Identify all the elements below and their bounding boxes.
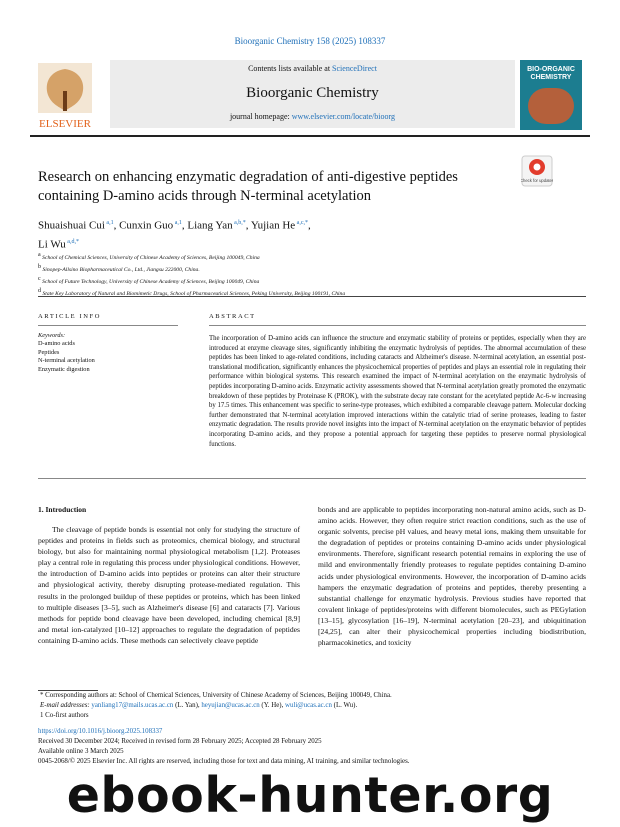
affiliation: $^c$ School of Future Technology, University of Chinese Academy of Sciences, Beijing 100049, China [38, 275, 260, 285]
affiliation: $^d$ State Key Laboratory of Natural and Biomimetic Drugs, School of Pharmaceutical Sciences, Peking University, Beijing 100191, China [38, 287, 346, 297]
author-affiliation-marker[interactable]: a,b,* [232, 220, 246, 226]
divider [209, 325, 586, 326]
keyword: Enzymatic digestion [38, 365, 90, 373]
cofirst-note: 1 Co-first authors [40, 712, 89, 719]
author-name[interactable]: Cunxin Guo [119, 219, 174, 232]
contents-available: Contents lists available at ScienceDirect [248, 64, 377, 73]
journal-cover-image [520, 60, 582, 130]
check-for-updates-badge[interactable] [521, 155, 553, 187]
cover-title: BIO-ORGANIC CHEMISTRY [527, 66, 575, 81]
body-column-left [38, 524, 300, 646]
watermark: ebook-hunter.org [66, 767, 554, 824]
journal-banner [110, 60, 515, 128]
online-date: Available online 3 March 2025 [38, 748, 124, 755]
check-updates-icon [521, 155, 553, 187]
keyword: N-terminal acetylation [38, 357, 95, 365]
article-info-heading: ARTICLE INFO [38, 313, 102, 320]
paragraph: The cleavage of peptide bonds is essential not only for studying the structure of peptides and proteins in fields such as proteomics, chemical biology, and structural biology, but also for maintaining normal physiological metabolism [1,2]. Proteases play a central role in regulating this process under physiological conditions. However, the introduction of D-amino acids into peptides or proteins can alter their structure and physiological activity, thereby disrupting protease-mediated regulation. This results in the prolonged buildup of these peptides or proteins, which has been linked to multiple diseases [3–5], such as Alzheimer's disease [6] and cataracts [7]. Various methods for peptide bond cleavage have been developed, including chemical [8,9] and metal ion-catalyzed [10–12] approaches to regulate the degradation of peptides containing D-amino acids. These methods can selectively cleave peptide [38, 525, 300, 645]
homepage-link[interactable]: www.elsevier.com/locate/bioorg [291, 112, 396, 121]
doi-link[interactable]: https://doi.org/10.1016/j.bioorg.2025.108337 [38, 728, 163, 735]
author-affiliation-marker[interactable]: a,d,* [65, 238, 79, 245]
journal-citation[interactable]: Bioorganic Chemistry 158 (2025) 108337 [234, 36, 386, 46]
abstract-text: The incorporation of D-amino acids can influence the structure and enzymatic stability of proteins or peptides, especially when they are introduced at enzyme cleavage sites, significantly inhibiting the enzymatic hydrolysis of peptides. The abnormal accumulation of these peptides has been linked to age-related conditions, including cataracts and Alzheimer's disease. N-terminal acetylation, an essential post-translational modification, significantly enhances the physicochemical properties of peptides and plays an essential role in regulating their performance within biological systems. This research examined the impact of N-terminal acetylation on the enzymatic hydrolysis of peptides incorporating D-amino acids. Enzymatic activity assessments showed that N-terminal acetylation greatly promoted the enzymatic breakdown of these peptides by Proteinase K (PROK), with the substrate decay rate constant for the acetylated peptide Ac-6-w increasing by 17.5 times. This enhancement was specific to serine-type proteases, which exhibited a comparable cleavage pattern. Molecular docking further demonstrated that N-terminal acetylation improved interactions within the catalytic triad of serine proteases, leading to faster enzymatic degradation. The results provide novel insights into the impact of N-terminal acetylation on the enzymatic behavior of peptides incorporating D-amino acids, and they propose a potential approach for targeting these peptides to preserve normal physiological functions. [209, 335, 586, 448]
article-title: Research on enhancing enzymatic degradation of anti-digestive peptides containing D-amino acids through N-terminal acetylation [38, 169, 458, 204]
email-link[interactable]: wuli@ucas.ac.cn [285, 702, 332, 709]
copyright: 0045-2068/© 2025 Elsevier Inc. All rights are reserved, including those for text and data mining, AI training, and similar technologies. [38, 758, 410, 765]
divider [38, 325, 178, 326]
corresponding-note: * Corresponding authors at: School of Chemical Sciences, University of Chinese Academy of Sciences, Beijing 100049, China. [40, 692, 392, 699]
received-dates: Received 30 December 2024; Received in revised form 28 February 2025; Accepted 28 February 2025 [38, 738, 322, 745]
keywords-label: Keywords: [38, 332, 66, 339]
svg-text:ELSEVIER: ELSEVIER [39, 118, 91, 130]
divider [38, 478, 586, 479]
body-column-right [318, 504, 586, 648]
author-name[interactable]: Shuaishuai Cui [38, 219, 105, 232]
divider [38, 296, 586, 297]
sciencedirect-link[interactable]: ScienceDirect [332, 64, 377, 73]
keyword: D-amino acids [38, 340, 75, 348]
email-link[interactable]: heyujian@ucas.ac.cn [201, 702, 260, 709]
author-affiliation-marker[interactable]: a,1 [104, 220, 114, 226]
author-name[interactable]: Liang Yan [187, 219, 233, 232]
abstract-heading: ABSTRACT [209, 313, 256, 320]
publication-info [38, 727, 586, 767]
journal-name: Bioorganic Chemistry [246, 85, 379, 101]
keywords-block [38, 332, 188, 374]
affiliations [38, 251, 578, 298]
email-link[interactable]: yanliang17@mails.ucas.ac.cn [91, 702, 174, 709]
footnotes [40, 689, 588, 721]
author-name[interactable]: Yujian He [250, 219, 296, 232]
keyword: Peptides [38, 348, 60, 356]
email-addresses: E-mail addresses: yanliang17@mails.ucas.ac.cn (L. Yan), heyujian@ucas.ac.cn (Y. He), wuli@ucas.ac.cn (L. Wu). [40, 702, 358, 709]
svg-text:Check for updates: Check for updates [521, 178, 553, 183]
author-name[interactable]: Li Wu [38, 238, 66, 251]
paragraph: bonds and are applicable to peptides incorporating non-natural amino acids, such as D-amino acids. However, they often require strict reaction conditions, such as the use of organic solvents, precise pH values, and heavy metal ions, making them unsuitable for the degradation of peptides or proteins containing D-amino acids under physiological environments. Therefore, significant research potential remains in exploring the use of mild and environmentally friendly proteases to regulate peptides containing D-amino acids under physiological environments. However, the incorporation of D-amino acids hampers the enzymatic degradation of proteins and peptides, thereby presenting a substantial challenge for enzymatic hydrolysis. Previous studies have reported that covalent linkage of peptides/proteins with different biomolecules, such as PEGylation [13–15], glycosylation [16–19], N-terminal acetylation [20–23], and ubiquitination [24,25], can alter their physicochemical properties including biodistribution, pharmacokinetics, and toxicity [318, 505, 586, 648]
author-list: Shuaishuai Cui $^{a,1}$, Cunxin Guo $^{a,1}$, Liang Yan $^{a,b,*}$, Yujian He $^{a,c,*}$, Li Wu $^{a,d,*}$ [38, 219, 311, 251]
header-divider [30, 135, 590, 137]
affiliation: $^b$ Sinopep-Allsino Biopharmaceutical Co., Ltd., Jiangsu 222000, China. [38, 263, 200, 273]
author-affiliation-marker[interactable]: a,c,* [295, 220, 308, 226]
affiliation: $^a$ School of Chemical Sciences, University of Chinese Academy of Sciences, Beijing 100049, China [38, 252, 260, 261]
cover-graphic [528, 88, 574, 124]
journal-homepage: journal homepage: www.elsevier.com/locate/bioorg [229, 112, 396, 121]
section-heading: 1. Introduction [38, 505, 87, 514]
author-affiliation-marker[interactable]: a,1 [173, 220, 182, 226]
elsevier-logo [30, 61, 100, 131]
